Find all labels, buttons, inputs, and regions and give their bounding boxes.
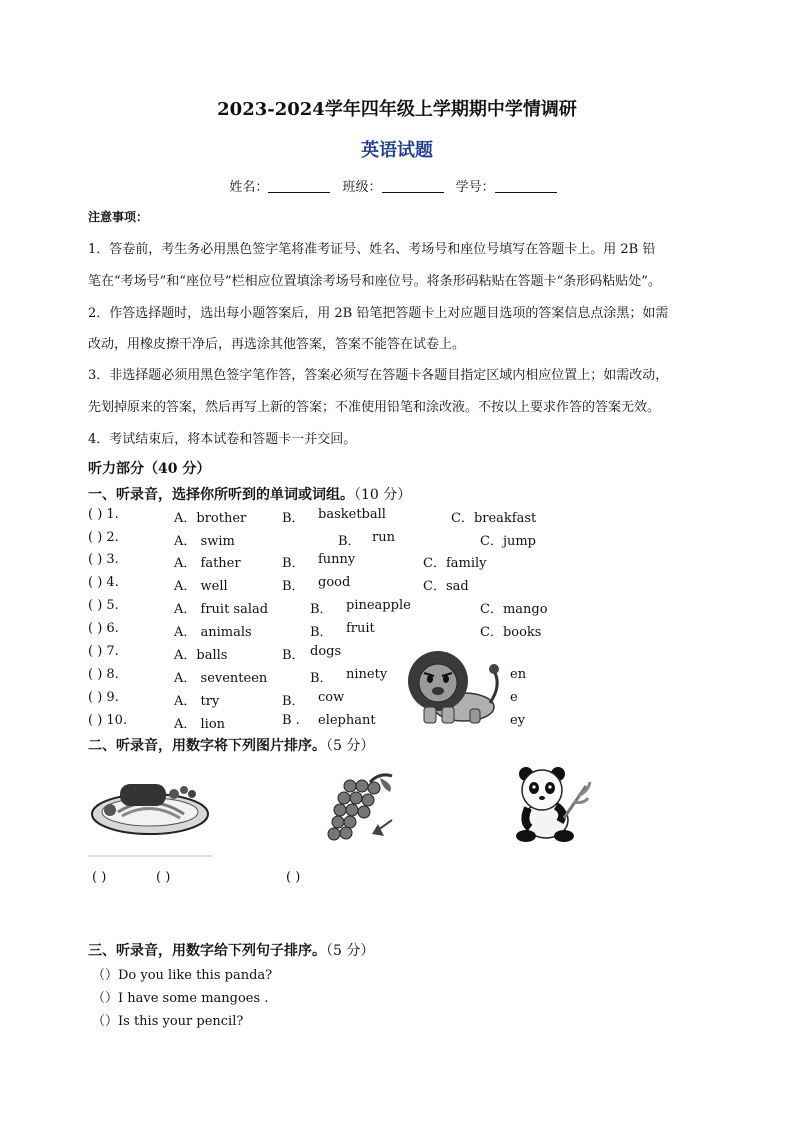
- question-row: [0, 507, 794, 527]
- option-a: A． well: [174, 579, 228, 594]
- option-b-label: B．: [310, 671, 333, 686]
- option-c: e: [510, 690, 518, 705]
- option-b: funny: [318, 552, 356, 567]
- number-blank[interactable]: [495, 180, 557, 193]
- question-row: [0, 690, 794, 710]
- question-number[interactable]: ( ) 4.: [88, 575, 119, 590]
- note-line: 4．考试结束后，将本试卷和答题卡一并交回。: [88, 432, 357, 447]
- sentence-item: （）Do you like this panda?: [92, 968, 273, 983]
- note-line: 改动，用橡皮擦干净后，再选涂其他答案，答案不能答在试卷上。: [88, 337, 466, 352]
- question-row: [0, 552, 794, 572]
- food-plate-icon: [88, 772, 212, 858]
- option-c: ey: [510, 713, 526, 728]
- notes-heading: 注意事项：: [88, 210, 149, 224]
- option-a: A． swim: [174, 534, 235, 549]
- note-line: 3．非选择题必须用黑色签字笔作答，答案必须写在答题卡各题目指定区域内相应位置上；如需改动，: [88, 368, 669, 383]
- option-a: A． animals: [174, 625, 252, 640]
- note-line: 2．作答选择题时，选出每小题答案后，用 2B 铅笔把答题卡上对应题目选项的答案信息点涂黑；如需: [88, 306, 669, 321]
- question-row: [0, 644, 794, 664]
- section2-heading: 二、听录音，用数字将下列图片排序。（5 分）: [88, 738, 375, 754]
- option-b-label: B．: [310, 602, 333, 617]
- option-a: A． father: [174, 556, 241, 571]
- question-number[interactable]: ( ) 1.: [88, 507, 119, 522]
- number-label: 学号：: [455, 180, 495, 195]
- note-line: 1．答卷前，考生务必用黑色签字笔将准考证号、姓名、考场号和座位号填写在答题卡上。用 2B 铅: [88, 242, 656, 257]
- picture-answer-slot[interactable]: ( ): [156, 870, 171, 885]
- option-c: C．family: [423, 556, 487, 571]
- grapes-icon: [320, 770, 400, 846]
- question-number[interactable]: ( ) 7.: [88, 644, 119, 659]
- question-number[interactable]: ( ) 10.: [88, 713, 128, 728]
- picture-answer-slot[interactable]: ( ): [92, 870, 107, 885]
- section1-heading: 一、听录音，选择你所听到的单词或词组。（10 分）: [88, 487, 412, 503]
- option-b-label: B．: [310, 625, 333, 640]
- class-label: 班级：: [342, 180, 382, 195]
- question-number[interactable]: ( ) 2.: [88, 530, 119, 545]
- option-b: run: [372, 530, 395, 545]
- option-b: cow: [318, 690, 345, 705]
- picture-answer-slot[interactable]: ( ): [286, 870, 301, 885]
- option-b-label: B．: [282, 511, 305, 526]
- option-a: A． seventeen: [174, 671, 268, 686]
- option-b-label: B．: [282, 694, 305, 709]
- class-blank[interactable]: [382, 180, 444, 193]
- option-b-label: B．: [282, 648, 305, 663]
- option-b: dogs: [310, 644, 342, 659]
- exam-title: 2023-2024学年四年级上学期期中学情调研: [217, 99, 577, 120]
- question-row: [0, 621, 794, 641]
- question-row: [0, 598, 794, 618]
- question-row: [0, 530, 794, 550]
- option-c: C．mango: [480, 602, 548, 617]
- question-number[interactable]: ( ) 9.: [88, 690, 119, 705]
- option-b-label: B .: [282, 713, 300, 728]
- name-blank[interactable]: [268, 180, 330, 193]
- question-row: [0, 575, 794, 595]
- option-b: pineapple: [346, 598, 411, 613]
- exam-subtitle: 英语试题: [361, 140, 433, 161]
- option-c: C．jump: [480, 534, 536, 549]
- option-c: C．breakfast: [451, 511, 537, 526]
- option-a: A．balls: [174, 648, 228, 663]
- note-line: 笔在“考场号”和“座位号”栏相应位置填涂考场号和座位号。将条形码粘贴在答题卡“条形码粘贴处”。: [88, 274, 661, 289]
- panda-icon: [512, 766, 592, 842]
- option-a: A． try: [174, 694, 220, 709]
- sentence-item: （）Is this your pencil?: [92, 1014, 244, 1029]
- listening-heading: 听力部分（40 分）: [88, 461, 211, 477]
- option-a: A． fruit salad: [174, 602, 269, 617]
- option-b-label: B．: [282, 556, 305, 571]
- student-info-line: [0, 176, 794, 195]
- option-b-label: B．: [282, 579, 305, 594]
- question-row: [0, 713, 794, 733]
- question-row: [0, 667, 794, 687]
- option-c: C．sad: [423, 579, 469, 594]
- option-c: en: [510, 667, 527, 682]
- question-number[interactable]: ( ) 8.: [88, 667, 119, 682]
- question-number[interactable]: ( ) 6.: [88, 621, 119, 636]
- option-a: A．brother: [174, 511, 247, 526]
- question-number[interactable]: ( ) 5.: [88, 598, 119, 613]
- option-b: fruit: [346, 621, 375, 636]
- section3-heading: 三、听录音，用数字给下列句子排序。（5 分）: [88, 943, 375, 959]
- option-c: C．books: [480, 625, 542, 640]
- note-line: 先划掉原来的答案，然后再写上新的答案；不准使用铅笔和涂改液。不按以上要求作答的答案无效。: [88, 400, 661, 415]
- question-number[interactable]: ( ) 3.: [88, 552, 119, 567]
- option-b: basketball: [318, 507, 386, 522]
- sentence-item: （）I have some mangoes .: [92, 991, 269, 1006]
- name-label: 姓名：: [229, 180, 269, 195]
- lion-icon: [402, 645, 510, 727]
- option-b-label: B．: [338, 534, 361, 549]
- option-b: good: [318, 575, 351, 590]
- option-b: ninety: [346, 667, 388, 682]
- option-b: elephant: [318, 713, 376, 728]
- option-a: A． lion: [174, 717, 226, 732]
